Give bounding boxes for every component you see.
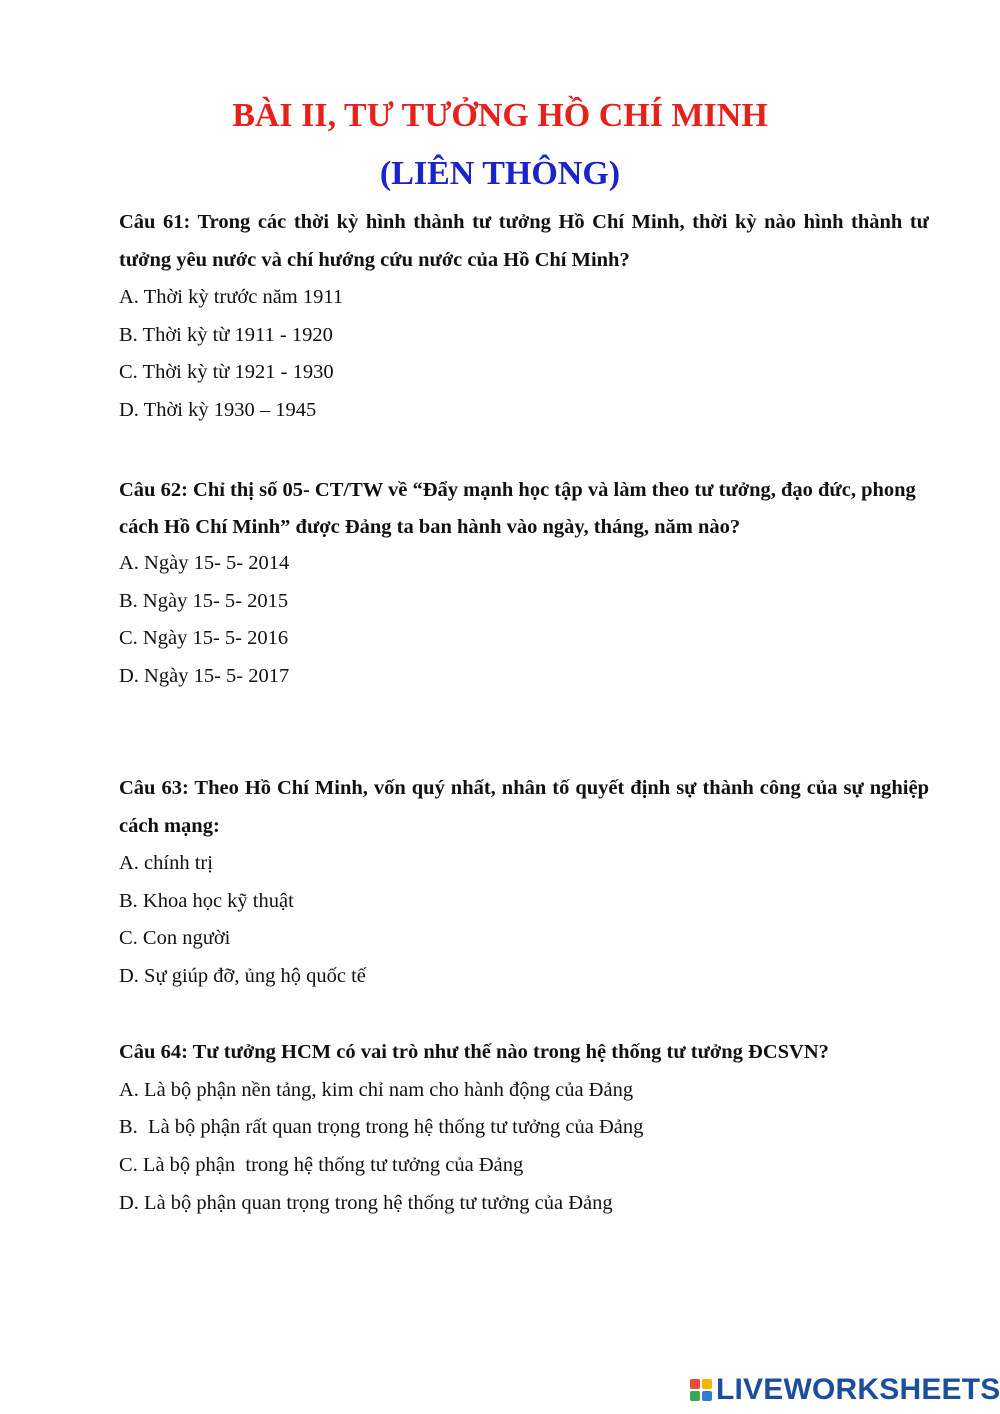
option-b: B. Ngày 15- 5- 2015	[119, 589, 289, 612]
logo-tile-2	[702, 1379, 712, 1389]
option-c: C. Là bộ phận trong hệ thống tư tưởng của Đảng	[119, 1153, 524, 1176]
question-64	[119, 1034, 929, 1222]
option-a: A. Ngày 15- 5- 2014	[119, 552, 290, 574]
question-61	[119, 204, 929, 430]
option-a: A. chính trị	[119, 852, 213, 874]
option-d: D. Thời kỳ 1930 – 1945	[119, 399, 317, 422]
page-title: BÀI II, TƯ TƯỞNG HỒ CHÍ MINH	[232, 97, 768, 134]
question-text	[119, 472, 929, 545]
question-63	[119, 770, 929, 996]
brand-name: LIVEWORKSHEETS	[716, 1373, 1000, 1406]
option-d: D. Ngày 15- 5- 2017	[119, 665, 290, 688]
option-c: C. Ngày 15- 5- 2016	[119, 627, 289, 650]
option-c: C. Con người	[119, 927, 231, 950]
logo-tile-3	[690, 1391, 700, 1401]
liveworksheets-logo-icon	[690, 1379, 712, 1401]
option-c: C. Thời kỳ từ 1921 - 1930	[119, 361, 334, 384]
option-b: B. Khoa học kỹ thuật	[119, 889, 294, 912]
question-text-line-2: cách Hồ Chí Minh” được Đảng ta ban hành vào ngày, tháng, năm nào?	[119, 515, 741, 538]
option-b: B. Thời kỳ từ 1911 - 1920	[119, 323, 333, 346]
question-62	[119, 472, 929, 696]
logo-tile-1	[690, 1379, 700, 1389]
option-d: D. Là bộ phận quan trọng trong hệ thống tư tưởng của Đảng	[119, 1191, 613, 1214]
question-text: Câu 64: Tư tưởng HCM có vai trò như thế nào trong hệ thống tư tưởng ĐCSVN?	[119, 1041, 829, 1063]
logo-tile-4	[702, 1391, 712, 1401]
option-b: B. Là bộ phận rất quan trọng trong hệ thống tư tưởng của Đảng	[119, 1116, 644, 1139]
option-d: D. Sự giúp đỡ, ủng hộ quốc tế	[119, 965, 366, 988]
question-text: Câu 63: Theo Hồ Chí Minh, vốn quý nhất, nhân tố quyết định sự thành công của sự nghiệp cách mạng:	[119, 777, 929, 837]
option-a: A. Là bộ phận nền tảng, kim chỉ nam cho hành động của Đảng	[119, 1078, 634, 1101]
page-subtitle: (LIÊN THÔNG)	[379, 155, 621, 192]
option-a: A. Thời kỳ trước năm 1911	[119, 286, 344, 308]
liveworksheets-brand[interactable]	[690, 1374, 1000, 1406]
question-text: Câu 61: Trong các thời kỳ hình thành tư tưởng Hồ Chí Minh, thời kỳ nào hình thành tư tưởng yêu nước và chí hướng cứu nước của Hồ Chí Minh?	[119, 211, 929, 271]
question-text-line-1: Câu 62: Chỉ thị số 05- CT/TW về “Đẩy mạnh học tập và làm theo tư tưởng, đạo đức, phong	[119, 479, 916, 501]
